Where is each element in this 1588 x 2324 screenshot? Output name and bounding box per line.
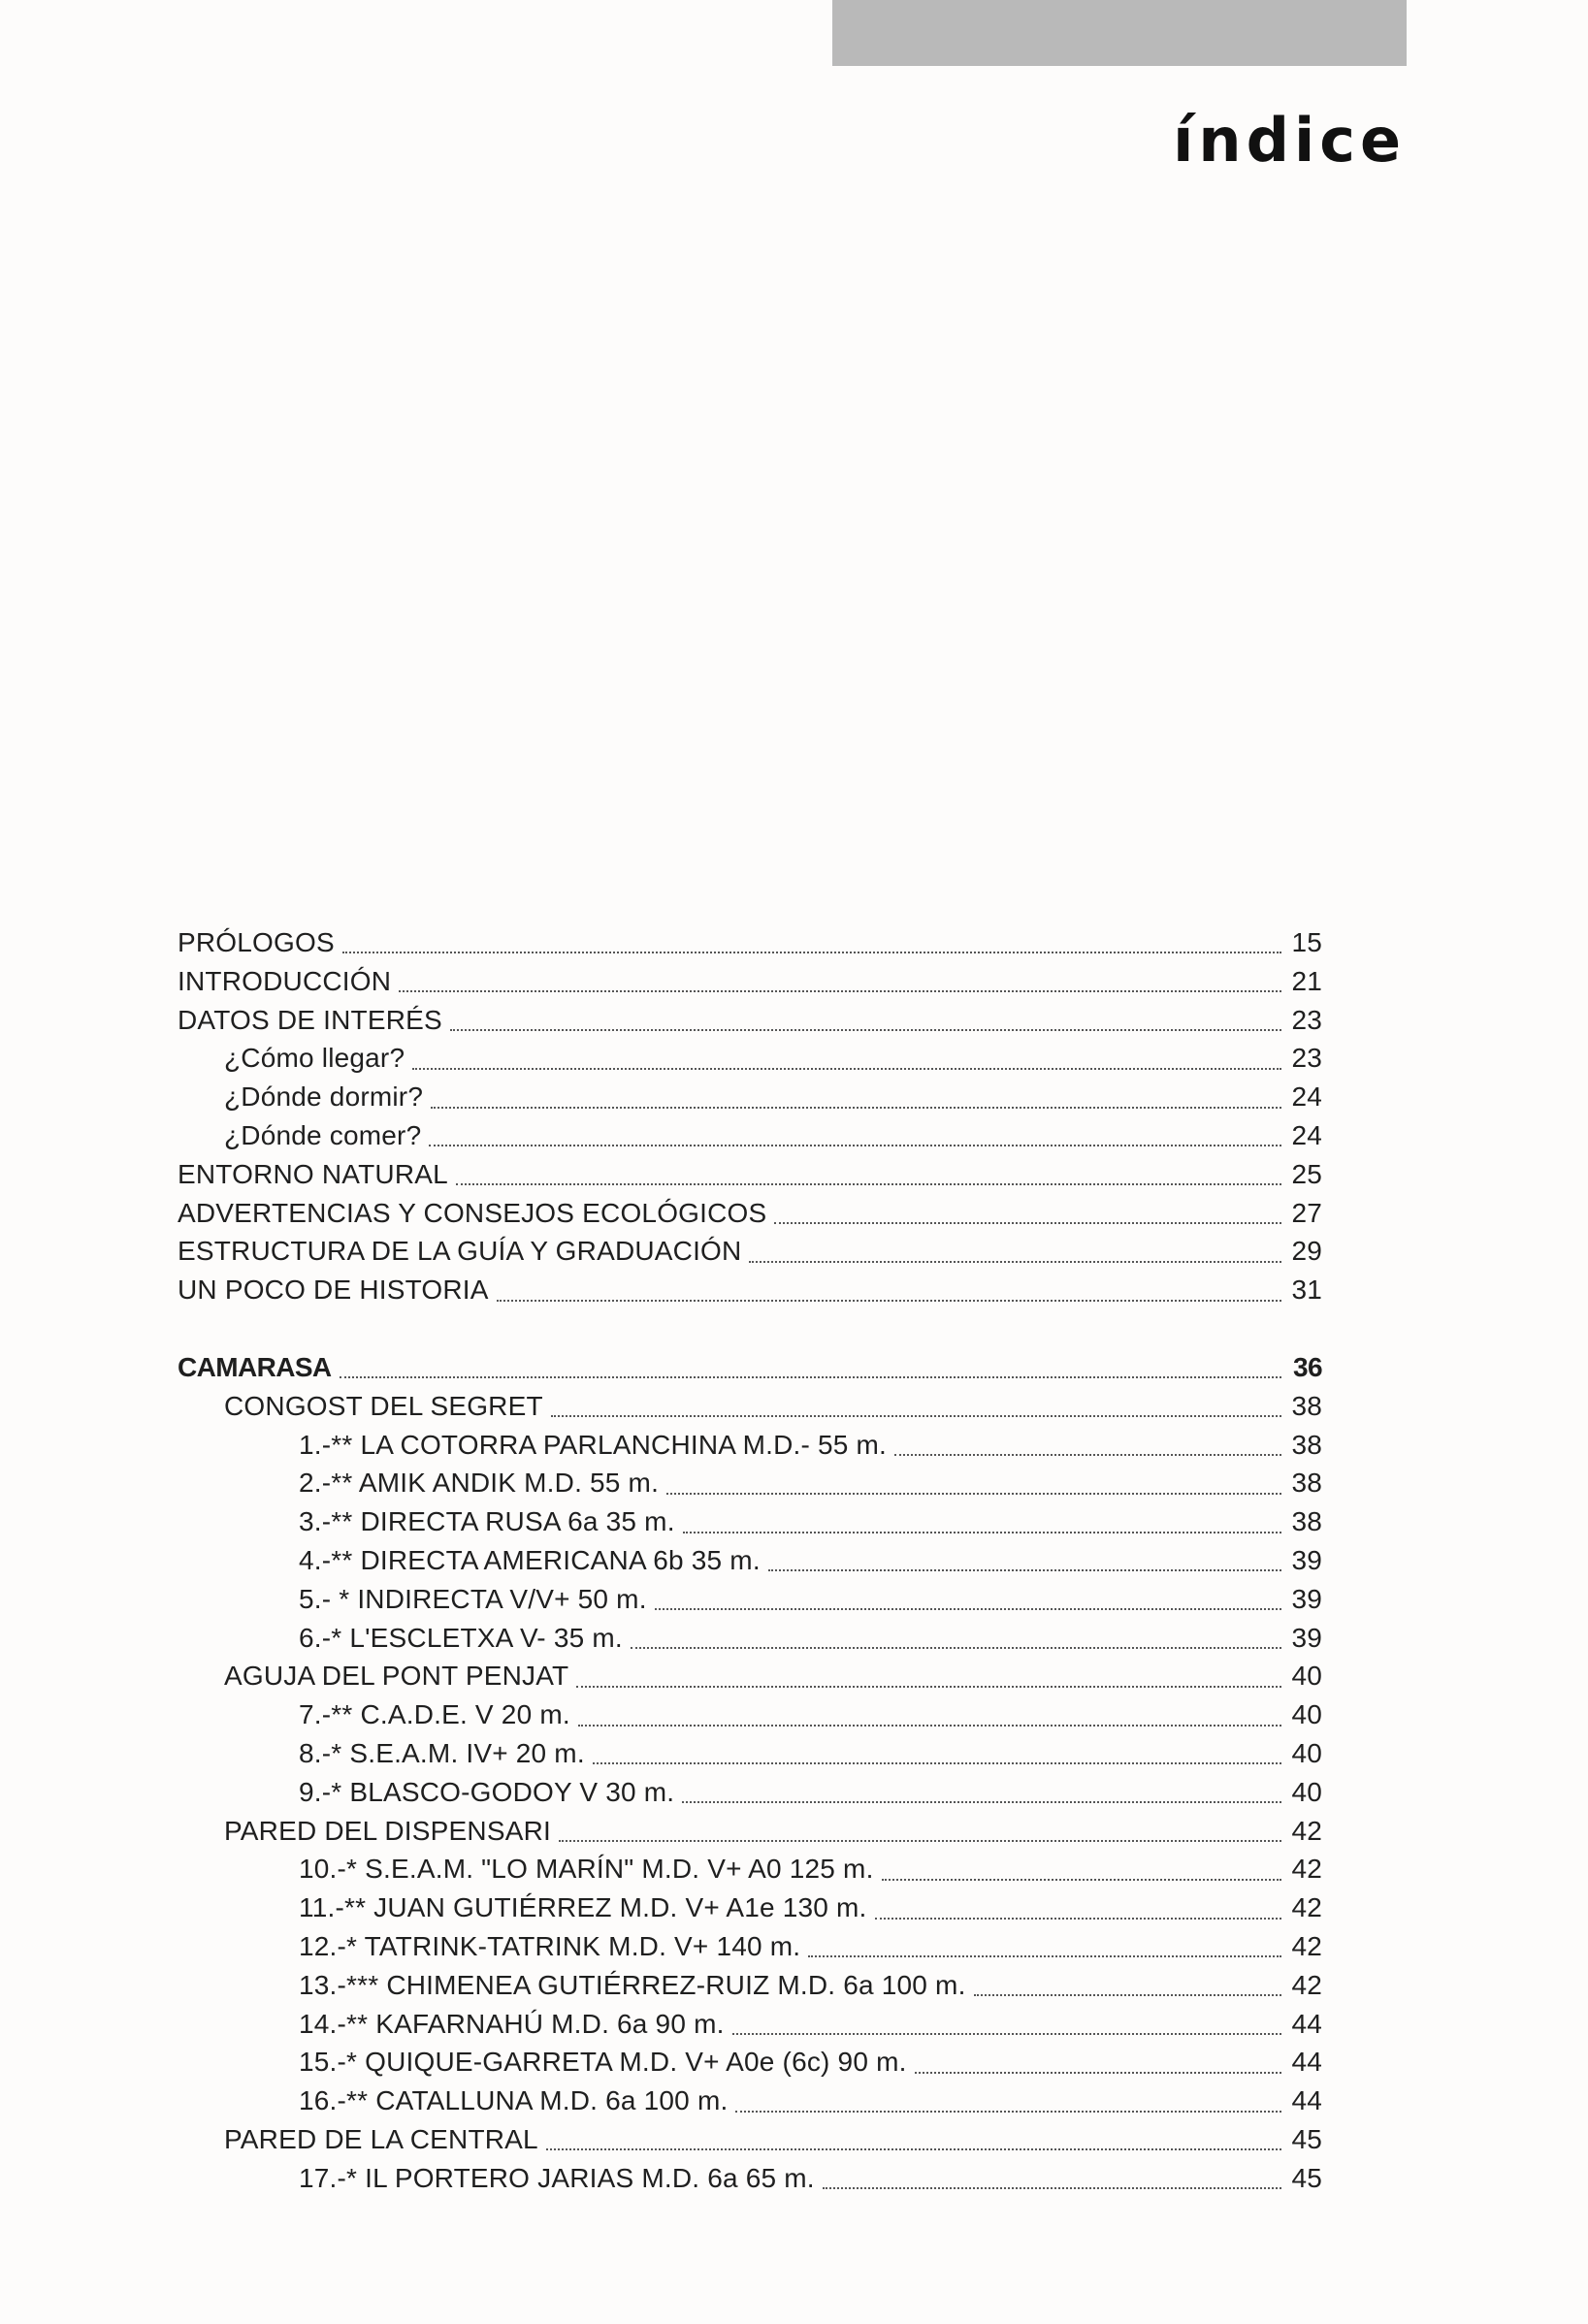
dot-leader — [551, 1414, 1281, 1417]
dot-leader — [683, 1531, 1281, 1533]
toc-entry-page: 15 — [1291, 927, 1322, 957]
dot-leader — [808, 1954, 1281, 1957]
toc-entry — [178, 2005, 1322, 2044]
dot-leader — [655, 1607, 1281, 1610]
toc-entry — [178, 962, 1322, 1001]
toc-entry — [178, 1812, 1322, 1851]
toc-entry-page: 42 — [1291, 1969, 1322, 2000]
toc-entry-page: 42 — [1291, 1854, 1322, 1885]
toc-entry-label: 16.-** CATALLUNA M.D. 6a 100 m. — [299, 2085, 729, 2116]
toc-entry — [178, 1619, 1322, 1658]
toc-entry-label: CAMARASA — [178, 1351, 332, 1382]
dot-leader — [882, 1878, 1281, 1881]
toc-entry-page: 23 — [1291, 1043, 1322, 1074]
toc-entry — [178, 1657, 1322, 1695]
toc-entry — [178, 1001, 1322, 1040]
page-title: índice — [1173, 105, 1406, 176]
toc-entry — [178, 1850, 1322, 1888]
toc-entry-page: 42 — [1291, 1892, 1322, 1923]
dot-leader — [732, 2032, 1281, 2035]
toc-entry-page: 39 — [1291, 1544, 1322, 1575]
toc-entry — [178, 1387, 1322, 1426]
toc-entry-page: 40 — [1291, 1776, 1322, 1807]
toc-entry-label: PRÓLOGOS — [178, 927, 335, 957]
toc-entry-label: 11.-** JUAN GUTIÉRREZ M.D. V+ A1e 130 m. — [299, 1892, 867, 1923]
toc-entry-page: 45 — [1291, 2123, 1322, 2154]
toc-entry — [178, 1966, 1322, 2005]
toc-entry — [178, 1580, 1322, 1619]
toc-entry — [178, 1773, 1322, 1812]
toc-entry-label: 13.-*** CHIMENEA GUTIÉRREZ-RUIZ M.D. 6a 100 m. — [299, 1969, 966, 2000]
toc-entry — [178, 2082, 1322, 2120]
toc-entry-page: 21 — [1291, 965, 1322, 996]
dot-leader — [894, 1453, 1281, 1456]
toc-entry-label: ¿Cómo llegar? — [224, 1043, 405, 1074]
dot-leader — [666, 1492, 1281, 1495]
toc-entry-label: DATOS DE INTERÉS — [178, 1004, 442, 1035]
toc-entry-label: 7.-** C.A.D.E. V 20 m. — [299, 1699, 570, 1730]
toc-entry-label: 15.-* QUIQUE-GARRETA M.D. V+ A0e (6c) 90 m. — [299, 2047, 907, 2078]
toc-entry-label: ENTORNO NATURAL — [178, 1158, 448, 1189]
dot-leader — [576, 1685, 1281, 1688]
toc-entry-page: 45 — [1291, 2162, 1322, 2193]
dot-leader — [823, 2186, 1281, 2189]
dot-leader — [593, 1761, 1281, 1764]
dot-leader — [735, 2110, 1281, 2113]
toc-entry — [178, 1541, 1322, 1580]
dot-leader — [774, 1221, 1281, 1224]
toc-entry-label: 1.-** LA COTORRA PARLANCHINA M.D.- 55 m. — [299, 1429, 888, 1460]
toc-entry-label: ¿Dónde comer? — [224, 1119, 422, 1150]
dot-leader — [450, 1028, 1281, 1031]
toc-entry-page: 36 — [1293, 1351, 1322, 1382]
toc-entry-page: 44 — [1291, 2008, 1322, 2039]
dot-leader — [974, 1993, 1281, 1996]
toc-entry-page: 38 — [1291, 1390, 1322, 1421]
toc-entry-label: 12.-* TATRINK-TATRINK M.D. V+ 140 m. — [299, 1930, 801, 1961]
toc-entry — [178, 1927, 1322, 1966]
toc-entry-page: 27 — [1291, 1197, 1322, 1228]
dot-leader — [578, 1724, 1281, 1727]
toc-entry-label: 4.-** DIRECTA AMERICANA 6b 35 m. — [299, 1544, 761, 1575]
toc-entry — [178, 1232, 1322, 1271]
dot-leader — [682, 1800, 1281, 1803]
toc-entry-page: 29 — [1291, 1236, 1322, 1267]
dot-leader — [456, 1182, 1281, 1185]
toc-section-heading — [178, 1348, 1322, 1387]
toc-entry-label: 2.-** AMIK ANDIK M.D. 55 m. — [299, 1468, 660, 1499]
toc-entry-page: 24 — [1291, 1119, 1322, 1150]
toc-entry — [178, 1464, 1322, 1502]
toc-entry — [178, 1695, 1322, 1734]
toc-entry-page: 23 — [1291, 1004, 1322, 1035]
toc-entry-label: 14.-** KAFARNAHÚ M.D. 6a 90 m. — [299, 2008, 725, 2039]
toc-entry-label: 17.-* IL PORTERO JARIAS M.D. 6a 65 m. — [299, 2162, 815, 2193]
header-gray-band — [832, 0, 1407, 66]
toc-entry — [178, 2043, 1322, 2082]
table-of-contents — [178, 923, 1322, 2198]
dot-leader — [749, 1260, 1281, 1263]
toc-entry-page: 40 — [1291, 1699, 1322, 1730]
toc-entry — [178, 2120, 1322, 2159]
dot-leader — [497, 1299, 1281, 1302]
dot-leader — [431, 1106, 1281, 1109]
toc-entry-page: 39 — [1291, 1622, 1322, 1653]
toc-entry-label: 5.- * INDIRECTA V/V+ 50 m. — [299, 1583, 647, 1614]
toc-entry-page: 25 — [1291, 1158, 1322, 1189]
toc-entry — [178, 1116, 1322, 1155]
dot-leader — [915, 2071, 1281, 2074]
toc-entry — [178, 1039, 1322, 1078]
toc-entry-page: 40 — [1291, 1661, 1322, 1692]
toc-entry-label: CONGOST DEL SEGRET — [224, 1390, 543, 1421]
toc-entry — [178, 1194, 1322, 1233]
dot-leader — [399, 989, 1281, 992]
dot-leader — [340, 1375, 1281, 1378]
toc-entry-page: 24 — [1291, 1081, 1322, 1113]
toc-entry-label: ADVERTENCIAS Y CONSEJOS ECOLÓGICOS — [178, 1197, 767, 1228]
toc-entry-page: 31 — [1291, 1275, 1322, 1306]
toc-entry-label: 10.-* S.E.A.M. "LO MARÍN" M.D. V+ A0 125 m. — [299, 1854, 874, 1885]
dot-leader — [631, 1646, 1281, 1649]
dot-leader — [342, 951, 1281, 953]
dot-leader — [875, 1917, 1281, 1920]
toc-entry-page: 38 — [1291, 1429, 1322, 1460]
toc-entry-label: 3.-** DIRECTA RUSA 6a 35 m. — [299, 1506, 675, 1537]
toc-entry-label: UN POCO DE HISTORIA — [178, 1275, 489, 1306]
toc-entry-label: 8.-* S.E.A.M. IV+ 20 m. — [299, 1737, 585, 1768]
toc-entry-label: INTRODUCCIÓN — [178, 965, 392, 996]
toc-entry-label: AGUJA DEL PONT PENJAT — [224, 1661, 569, 1692]
dot-leader — [768, 1568, 1281, 1571]
toc-entry — [178, 1502, 1322, 1541]
toc-entry-label: PARED DEL DISPENSARI — [224, 1815, 551, 1846]
toc-entry — [178, 1734, 1322, 1773]
dot-leader — [429, 1144, 1281, 1146]
dot-leader — [412, 1067, 1281, 1070]
toc-entry-label: 6.-* L'ESCLETXA V- 35 m. — [299, 1622, 623, 1653]
toc-entry — [178, 1078, 1322, 1116]
toc-entry — [178, 1426, 1322, 1465]
toc-entry-page: 38 — [1291, 1468, 1322, 1499]
dot-leader — [559, 1839, 1281, 1842]
toc-entry — [178, 1271, 1322, 1309]
toc-entry-label: 9.-* BLASCO-GODOY V 30 m. — [299, 1776, 675, 1807]
toc-entry-label: ¿Dónde dormir? — [224, 1081, 424, 1113]
toc-entry — [178, 923, 1322, 962]
toc-entry — [178, 2159, 1322, 2198]
toc-entry-label: ESTRUCTURA DE LA GUÍA Y GRADUACIÓN — [178, 1236, 742, 1267]
toc-entry-page: 39 — [1291, 1583, 1322, 1614]
toc-entry-page: 44 — [1291, 2047, 1322, 2078]
toc-entry — [178, 1888, 1322, 1927]
toc-entry-page: 44 — [1291, 2085, 1322, 2116]
toc-entry-page: 38 — [1291, 1506, 1322, 1537]
toc-entry — [178, 1155, 1322, 1194]
dot-leader — [546, 2147, 1281, 2150]
toc-entry-page: 42 — [1291, 1930, 1322, 1961]
toc-entry-page: 40 — [1291, 1737, 1322, 1768]
toc-entry-label: PARED DE LA CENTRAL — [224, 2123, 538, 2154]
toc-entry-page: 42 — [1291, 1815, 1322, 1846]
